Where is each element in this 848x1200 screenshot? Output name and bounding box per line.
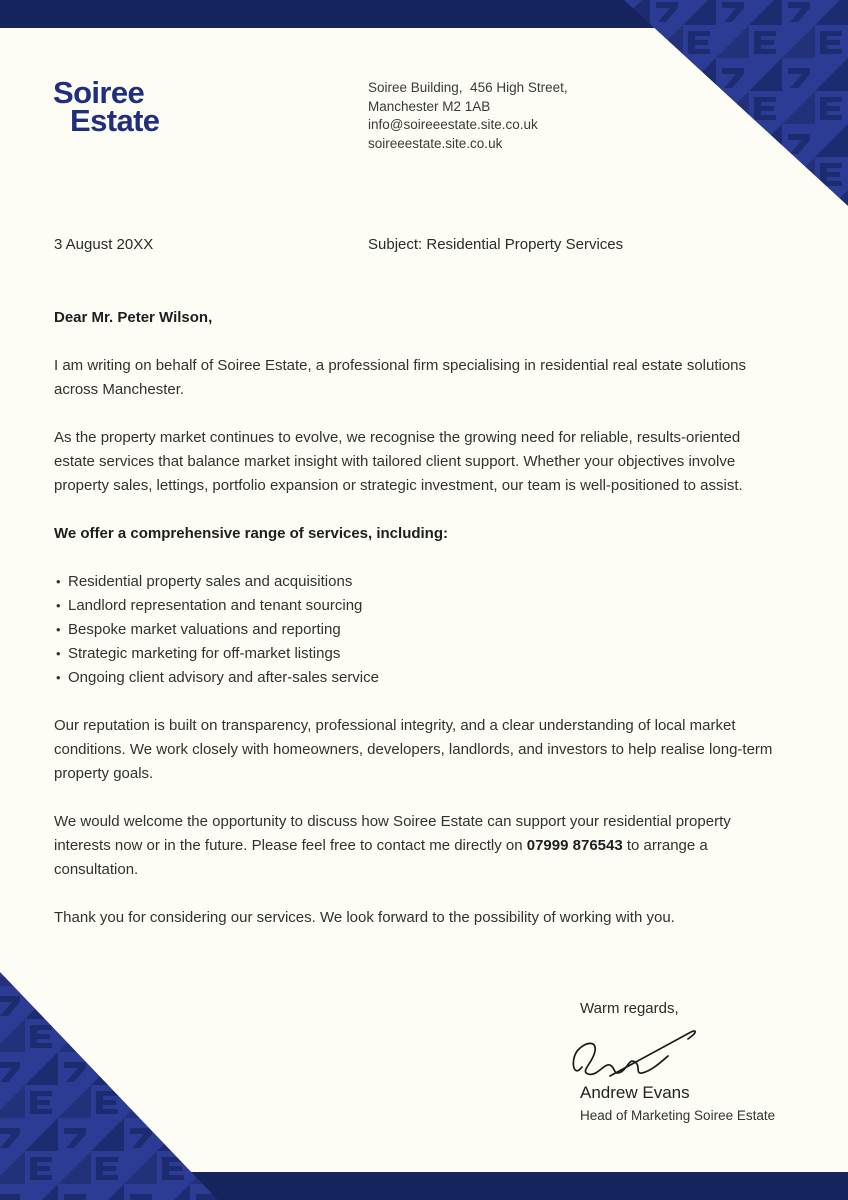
signatory-title: Head of Marketing Soiree Estate <box>580 1108 776 1123</box>
signature-scribble-icon <box>570 1019 710 1081</box>
brand-logo <box>53 75 160 138</box>
address-line-website: soireeestate.site.co.uk <box>368 135 503 151</box>
services-heading: We offer a comprehensive range of services, including: <box>54 525 449 542</box>
signature-closing: Warm regards, <box>580 1000 679 1017</box>
letter-subject: Subject: Residential Property Services <box>368 236 624 253</box>
salutation: Dear Mr. Peter Wilson, <box>54 309 213 326</box>
contact-text-before-phone: We would welcome the opportunity to discuss how Soiree Estate can support your residential property interests now or in the future. Please feel free to contact me directly on <box>54 813 731 854</box>
phone-number: 07999 876543 <box>526 837 623 854</box>
services-list <box>54 570 778 690</box>
service-item: • Ongoing client advisory and after-sales service <box>54 666 778 690</box>
sender-address <box>368 79 568 153</box>
paragraph-market: As the property market continues to evolve, we recognise the growing need for reliable, results-oriented estate services that balance market insight with tailored client support. Whether your objectives involve property sales, lettings, portfolio expansion or strategic investment, our team is well-positioned to assist. <box>54 429 743 494</box>
logo-word-estate: Estate <box>70 103 160 138</box>
address-line-city: Manchester M2 1AB <box>368 98 491 114</box>
address-line-street: Soiree Building, 456 High Street, <box>368 80 568 95</box>
service-item: • Landlord representation and tenant sourcing <box>54 594 778 618</box>
service-item: • Bespoke market valuations and reporting <box>54 618 778 642</box>
paragraph-reputation: Our reputation is built on transparency, professional integrity, and a clear understanding of local market conditions. We work closely with homeowners, developers, landlords, and investors to help realise long-term property goals. <box>54 717 773 782</box>
address-line-email: info@soireeestate.site.co.uk <box>368 117 538 132</box>
logo-word-soiree: Soiree <box>53 75 145 110</box>
contact-text-after-phone: to arrange a consultation. <box>54 837 708 878</box>
corner-pattern-top-right-icon <box>624 0 848 206</box>
signature-block <box>580 1000 775 1123</box>
paragraph-contact <box>54 810 778 882</box>
service-item: • Strategic marketing for off-market listings <box>54 642 778 666</box>
letter-date: 3 August 20XX <box>54 236 154 253</box>
paragraph-intro: I am writing on behalf of Soiree Estate, a professional firm specialising in residential real estate solutions across Manchester. <box>54 357 747 398</box>
letter-body <box>54 306 778 930</box>
paragraph-thanks: Thank you for considering our services. We look forward to the possibility of working with you. <box>54 909 675 926</box>
service-item: • Residential property sales and acquisitions <box>54 570 778 594</box>
signatory-name: Andrew Evans <box>580 1083 690 1102</box>
corner-pattern-bottom-left-icon <box>0 972 220 1200</box>
